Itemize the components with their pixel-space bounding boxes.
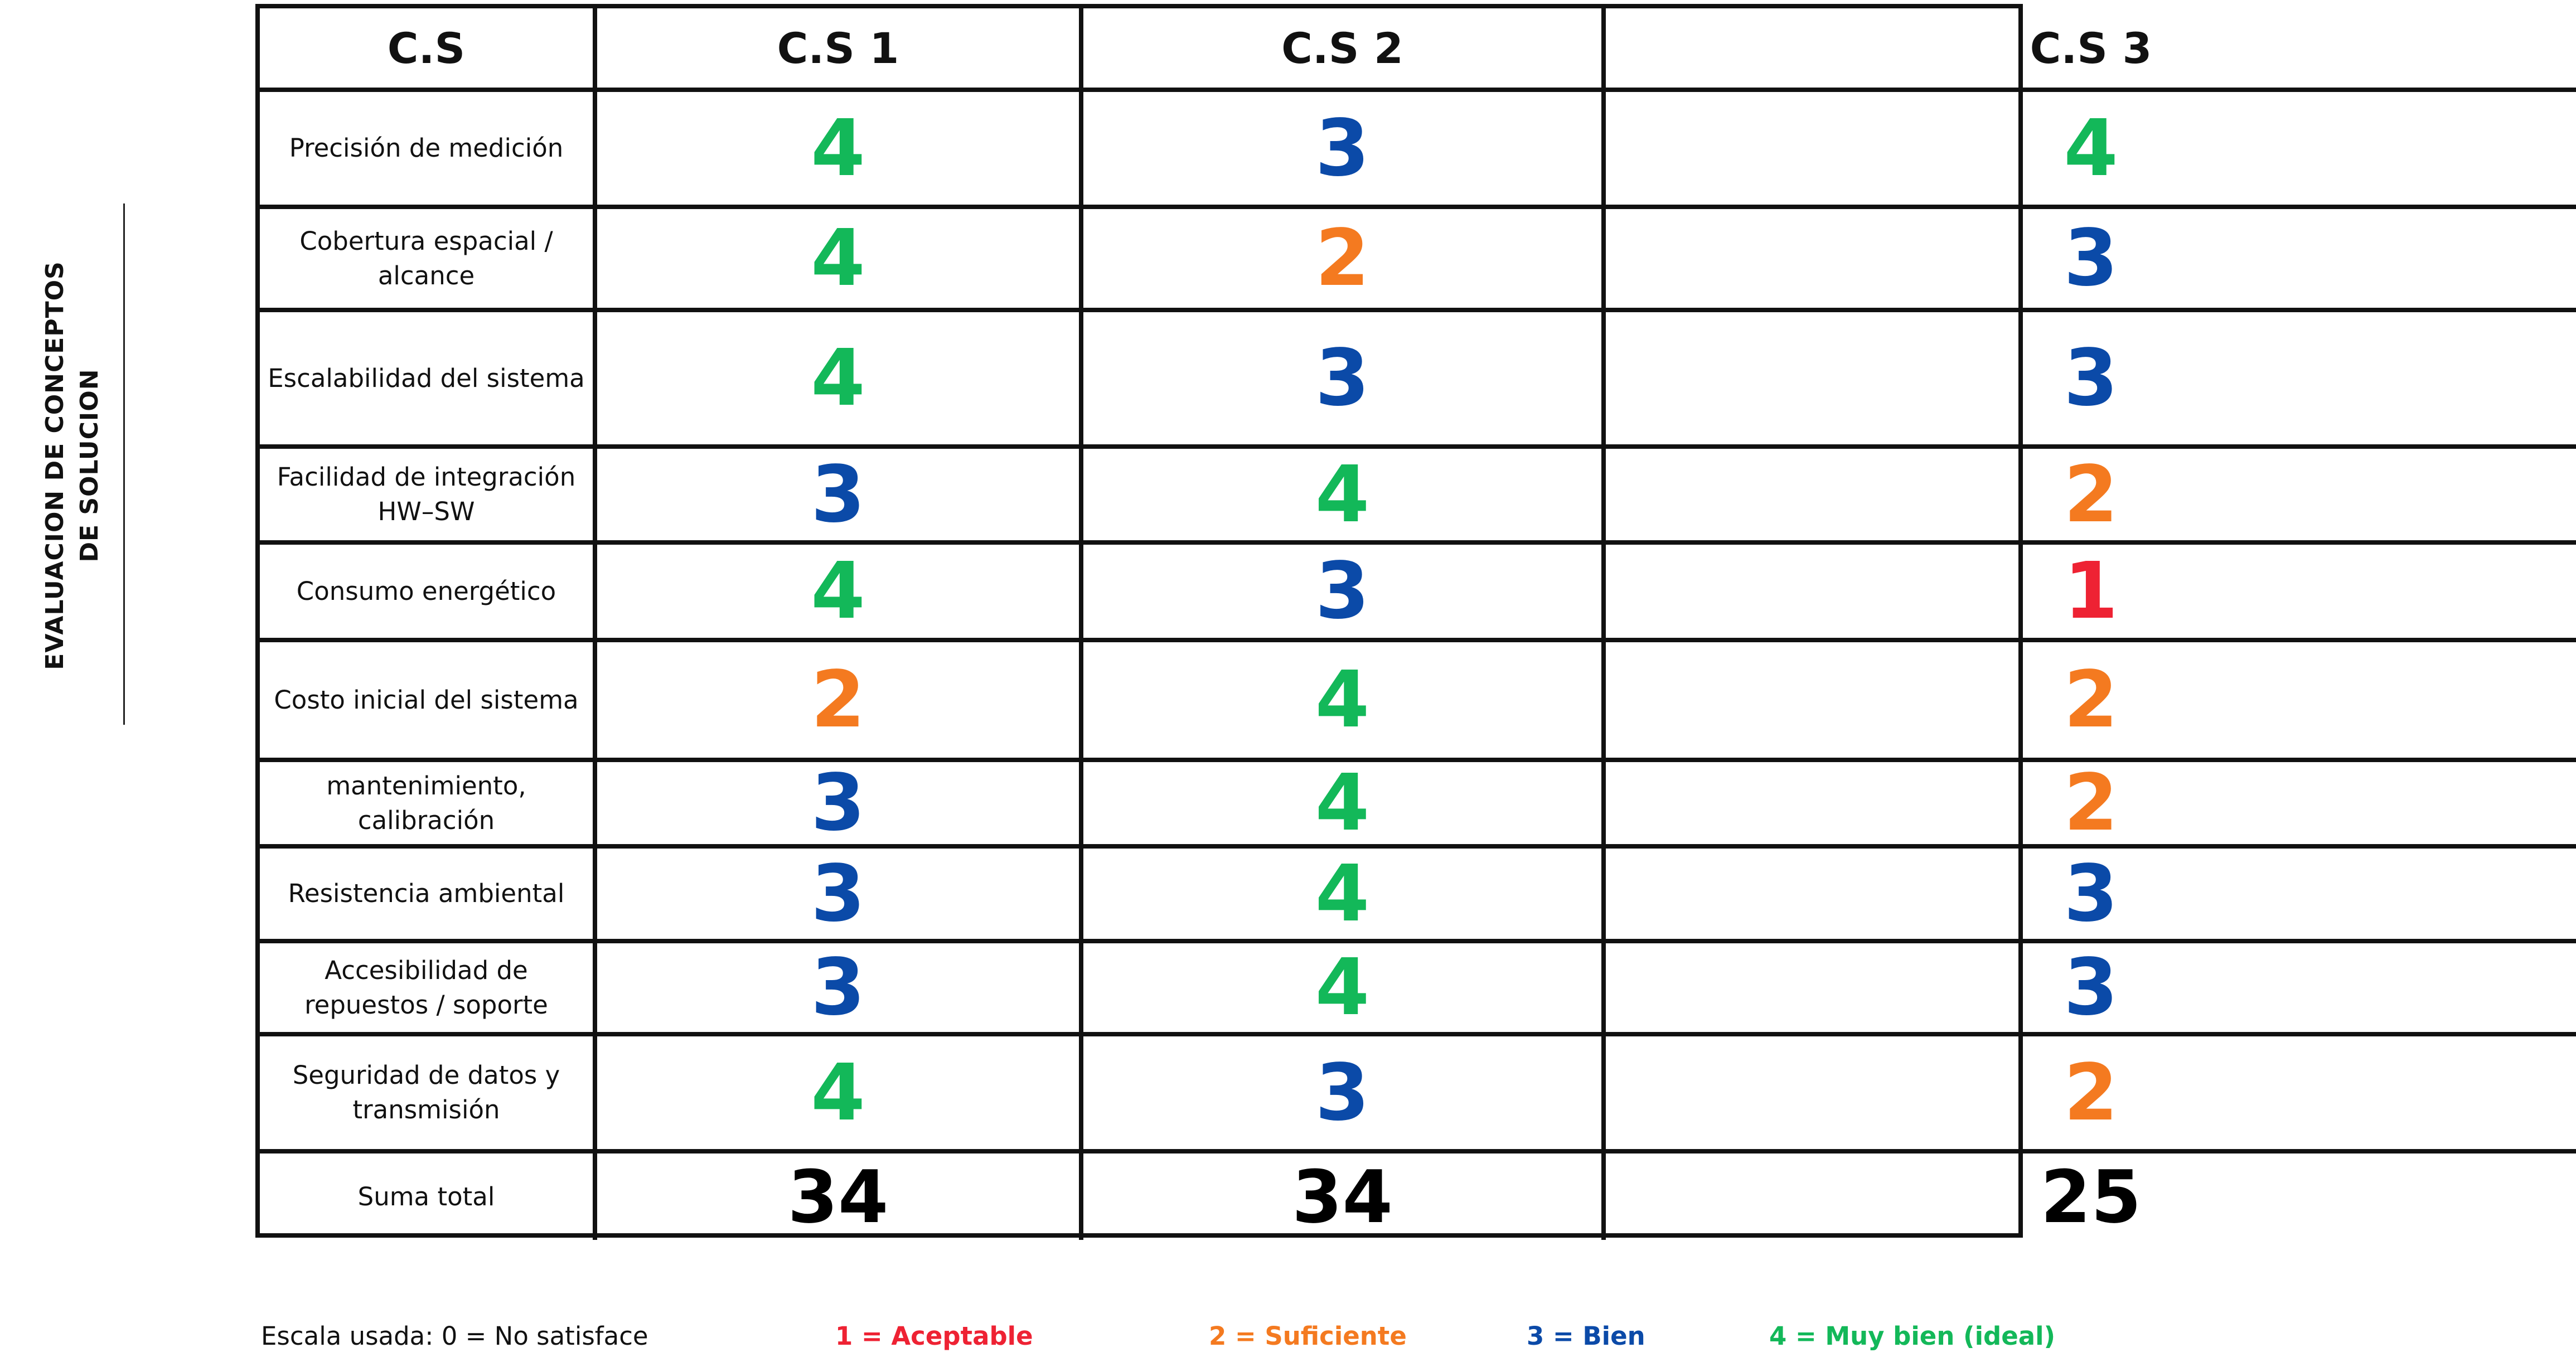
- criterion-label: Seguridad de datos y transmisión: [260, 1036, 597, 1153]
- header-cs3: C.S 3: [1606, 8, 2576, 92]
- total-cs1: 34: [597, 1153, 1083, 1240]
- score-cs2: 3: [1083, 1036, 1606, 1153]
- score-cs2: 4: [1083, 642, 1606, 762]
- side-title: [11, 201, 134, 730]
- score-cs2: 3: [1083, 312, 1606, 449]
- legend: [261, 1321, 2056, 1360]
- score-cs2: 3: [1083, 92, 1606, 209]
- side-title-line-1: EVALUACION DE CONCEPTOS: [41, 261, 69, 670]
- score-cs3: 2: [1606, 642, 2576, 762]
- score-cs3: 3: [1606, 209, 2576, 312]
- criterion-label: Resistencia ambiental: [260, 849, 597, 943]
- side-divider: [123, 203, 125, 725]
- score-cs3: 3: [1606, 312, 2576, 449]
- score-cs3: 3: [1606, 943, 2576, 1036]
- score-cs3: 2: [1606, 762, 2576, 849]
- score-cs1: 3: [597, 449, 1083, 545]
- evaluation-table: [255, 4, 2152, 1239]
- score-cs2: 4: [1083, 449, 1606, 545]
- score-cs1: 3: [597, 943, 1083, 1036]
- side-title-text: [38, 261, 107, 670]
- criterion-label: Cobertura espacial / alcance: [260, 209, 597, 312]
- total-label: Suma total: [260, 1153, 597, 1240]
- score-cs3: 1: [1606, 545, 2576, 642]
- header-criteria: C.S: [260, 8, 597, 92]
- criterion-label: Facilidad de integración HW–SW: [260, 449, 597, 545]
- score-cs1: 2: [597, 642, 1083, 762]
- criterion-label: Escalabilidad del sistema: [260, 312, 597, 449]
- total-cs2: 34: [1083, 1153, 1606, 1240]
- criterion-label: Accesibilidad de repuestos / soporte: [260, 943, 597, 1036]
- score-cs1: 4: [597, 92, 1083, 209]
- criterion-label: Consumo energético: [260, 545, 597, 642]
- criterion-label: Precisión de medición: [260, 92, 597, 209]
- score-cs1: 3: [597, 762, 1083, 849]
- criterion-label: mantenimiento, calibración: [260, 762, 597, 849]
- score-cs3: 3: [1606, 849, 2576, 943]
- score-cs1: 4: [597, 209, 1083, 312]
- side-title-line-2: DE SOLUCION: [75, 369, 104, 563]
- score-cs2: 4: [1083, 762, 1606, 849]
- score-cs2: 3: [1083, 545, 1606, 642]
- score-cs3: 2: [1606, 449, 2576, 545]
- score-cs3: 2: [1606, 1036, 2576, 1153]
- legend-scale-0: Escala usada: 0 = No satisface: [261, 1321, 648, 1351]
- criterion-label: Costo inicial del sistema: [260, 642, 597, 762]
- score-cs1: 4: [597, 1036, 1083, 1153]
- score-cs2: 2: [1083, 209, 1606, 312]
- header-cs2: C.S 2: [1083, 8, 1606, 92]
- legend-scale-3: 3 = Bien: [1527, 1321, 1645, 1351]
- score-cs1: 4: [597, 545, 1083, 642]
- score-cs1: 3: [597, 849, 1083, 943]
- score-cs1: 4: [597, 312, 1083, 449]
- score-cs3: 4: [1606, 92, 2576, 209]
- legend-scale-4: 4 = Muy bien (ideal): [1769, 1321, 2056, 1351]
- score-cs2: 4: [1083, 943, 1606, 1036]
- legend-scale-1: 1 = Aceptable: [835, 1321, 1033, 1351]
- header-cs1: C.S 1: [597, 8, 1083, 92]
- legend-scale-2: 2 = Suficiente: [1209, 1321, 1407, 1351]
- score-cs2: 4: [1083, 849, 1606, 943]
- total-cs3: 25: [2040, 1154, 2142, 1239]
